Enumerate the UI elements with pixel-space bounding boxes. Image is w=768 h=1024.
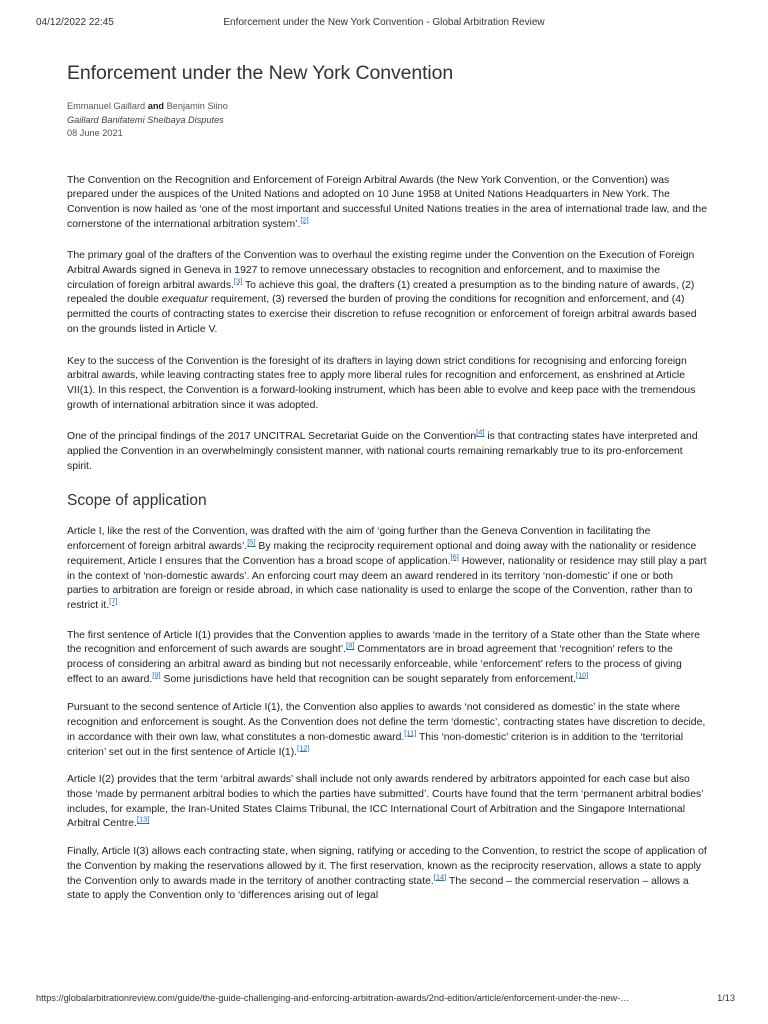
footnote-link[interactable]: [13] <box>136 814 150 824</box>
section-heading: Scope of application <box>67 492 207 510</box>
footnote-link[interactable]: [6] <box>450 552 459 562</box>
print-header <box>0 17 768 31</box>
paragraph: Article I(2) provides that the term ‘arbitral awards’ shall include not only awards rendered by arbitrators appointed for each case but also those ‘made by permanent arbitral bodies to which the parties have submitted’. Courts have found that the term ‘permanent arbitral bodies’ includes, for example, the Iran-United States Claims Tribunal, the ICC International Court of Arbitration and the Singapore International Arbitral Centre.[13] <box>67 774 704 830</box>
paragraph: Pursuant to the second sentence of Article I(1), the Convention also applies to awards ‘not considered as domestic’ in the state where recognition and enforcement is sought. As the Convention does not define the term ‘domestic’, contracting states have discretion to decide, in accordance with their own law, what constitutes a non-domestic award.[11] This ‘non-domestic’ criterion is in addition to the ‘territorial criterion’ set out in the first sentence of Article I(1).[12] <box>67 702 706 758</box>
article-body <box>67 174 707 904</box>
footnote-link[interactable]: [14] <box>433 872 447 882</box>
paragraph: Key to the success of the Convention is the foresight of its drafters in laying down strict conditions for recognising and enforcing foreign arbitral awards, while leaving contracting states free to apply more liberal rules for recognition and enforcement, as enshrined at Article VII(1). In this respect, the Convention is a forward-looking instrument, which has been able to evolve and keep pace with the tremendous growth of international arbitration since it was adopted. <box>67 355 696 411</box>
footnote-link[interactable]: [4] <box>476 427 485 437</box>
paragraph: Finally, Article I(3) allows each contracting state, when signing, ratifying or acceding to the Convention, to restrict the scope of application of the Convention by making the reservations allowed by it. The first reservation, known as the reciprocity reservation, allows a state to apply the Convention only to awards made in the territory of another contracting state.[14] The second – the commercial reservation – allows a state to apply the Convention only to ‘differences arising out of legal <box>67 846 707 902</box>
footnote-link[interactable]: [12] <box>297 743 310 753</box>
publish-date: 08 June 2021 <box>67 128 123 138</box>
paragraph: The first sentence of Article I(1) provides that the Convention applies to awards ‘made in the territory of a State other than the State where the recognition and enforcement of such awards are sought’.[8] Commentators are in broad agreement that ‘recognition’ refers to the process of considering an arbitral award as binding but not necessarily enforceable, while ‘enforcement’ refers to the process of giving effect to an award.[9] Some jurisdictions have held that recognition can be sought separately from enforcement.[10] <box>67 629 701 685</box>
byline-and: and <box>147 101 165 111</box>
article <box>67 60 707 921</box>
article-title: Enforcement under the New York Convention <box>67 62 454 84</box>
print-footer <box>0 993 768 1007</box>
page-number: 1/13 <box>717 993 735 1003</box>
author-link[interactable]: Benjamin Siino <box>166 101 228 111</box>
paragraph: Article I, like the rest of the Convention, was drafted with the aim of ‘going further than the Geneva Convention in facilitating the enforcement of foreign arbitral awards’.[5] By making the reciprocity requirement optional and doing away with the nationality or residence requirement, Article I ensures that the Convention has a broad scope of application.[6] However, nationality or residence may still play a part in the context of ‘non-domestic awards’. An enforcing court may deem an award rendered in its territory ‘non-domestic’ if one or both parties to arbitration are foreign or reside abroad, in which case nationality is used to enlarge the scope of the Convention, rather than to restrict it.[7] <box>67 526 707 611</box>
print-page-title: Enforcement under the New York Convention - Global Arbitration Review <box>223 17 545 28</box>
byline <box>67 100 707 114</box>
paragraph: One of the principal findings of the 2017 UNCITRAL Secretariat Guide on the Convention[4] is that contracting states have interpreted and applied the Convention in an overwhelmingly consistent manner, with national courts remaining remarkably true to its pro-enforcement spirit. <box>67 427 698 472</box>
footnote-link[interactable]: [7] <box>109 596 118 606</box>
print-url[interactable]: https://globalarbitrationreview.com/guide/the-guide-challenging-and-enforcing-arbitration-awards/2nd-edition/article/enforcement-under-the-new-… <box>36 993 630 1003</box>
author-link[interactable]: Emmanuel Gaillard <box>67 101 146 111</box>
footnote-link[interactable]: [2] <box>300 215 309 225</box>
print-datetime: 04/12/2022 22:45 <box>36 17 114 28</box>
paragraph: The Convention on the Recognition and Enforcement of Foreign Arbitral Awards (the New York Convention, or the Convention) was prepared under the auspices of the United Nations and adopted on 10 June 1958 at United Nations Headquarters in New York. The Convention is now hailed as ‘one of the most important and successful United Nations treaties in the area of international trade law, and the cornerstone of the international arbitration system’.[2] <box>67 174 707 230</box>
paragraph: The primary goal of the drafters of the Convention was to overhaul the existing regime under the Convention on the Execution of Foreign Arbitral Awards signed in Geneva in 1927 to remove unnecessary obstacles to recognition and enforcement, and to maximise the circulation of foreign arbitral awards.[3] To achieve this goal, the drafters (1) created a presumption as to the binding nature of awards, (2) repealed the double exequatur requirement, (3) reversed the burden of proving the conditions for recognition and enforcement, and (4) permitted the courts of contracting states to exercise their discretion to refuse recognition or enforcement of foreign arbitral awards based on the grounds listed in Article V. <box>67 250 697 335</box>
article-meta <box>67 100 707 141</box>
footnote-link[interactable]: [10] <box>575 670 589 680</box>
firm-name[interactable]: Gaillard Banifatemi Shelbaya Disputes <box>67 114 224 125</box>
footnote-link[interactable]: [5] <box>247 537 256 547</box>
footnote-link[interactable]: [11] <box>404 728 417 738</box>
footnote-link[interactable]: [9] <box>152 670 161 680</box>
footnote-link[interactable]: [8] <box>346 640 355 650</box>
footnote-link[interactable]: [3] <box>233 276 243 286</box>
